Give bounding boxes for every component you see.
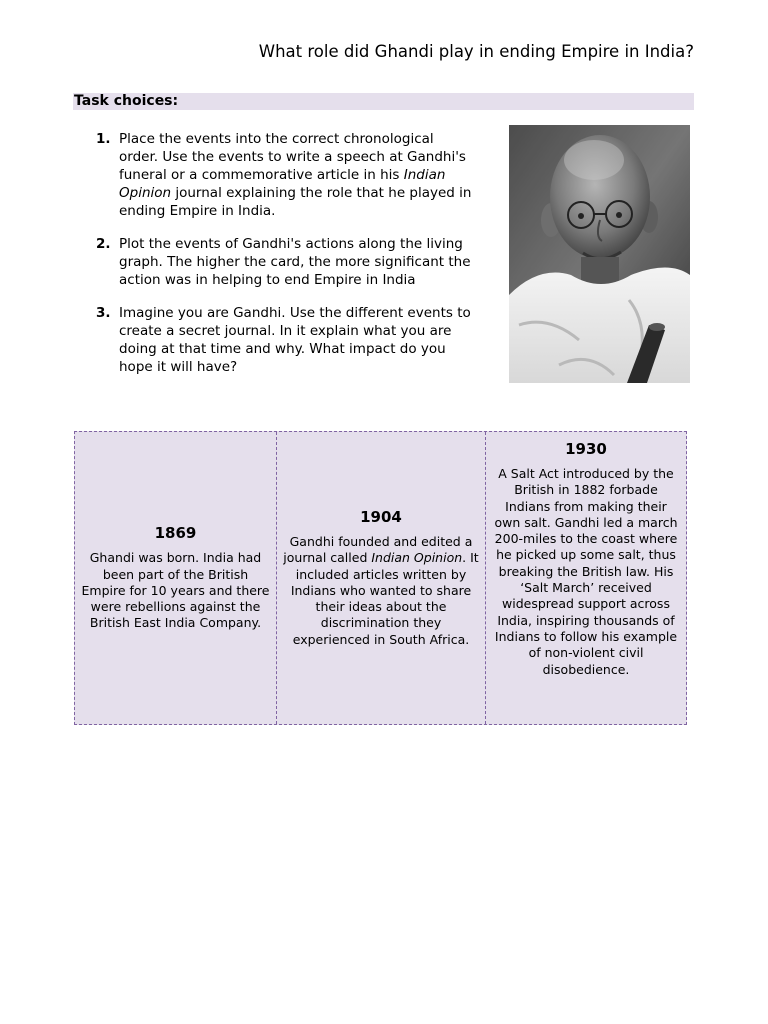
- event-year: 1904: [360, 507, 402, 526]
- event-card[interactable]: [75, 432, 276, 724]
- event-year: 1869: [154, 524, 197, 543]
- task-list: [96, 130, 476, 391]
- task-item: [96, 130, 476, 220]
- event-year: 1930: [565, 440, 607, 458]
- event-description: A Salt Act introduced by the British in 1882 forbade Indians from making their own salt. Gandhi led a march 200-miles to the coast where he picked up some salt, thus breaking the British law. His ‘Salt March’ received widespread support across India, inspiring thousands of Indians to follow his example of non-violent civil disobedience.: [494, 466, 678, 677]
- page-title: What role did Ghandi play in ending Empire in India?: [258, 42, 694, 61]
- portrait-photo-icon: [509, 125, 690, 383]
- event-description: Gandhi founded and edited a journal called Indian Opinion. It included articles written by Indians who wanted to share their ideas about the discrimination they experienced in South Africa.: [283, 533, 479, 647]
- task-text: Imagine you are Gandhi. Use the different events to create a secret journal. In it explain what you are doing at that time and why. What impact do you hope it will have?: [119, 305, 471, 375]
- task-item: [96, 304, 476, 376]
- gandhi-portrait-photo: [509, 125, 690, 383]
- journal-title: Indian Opinion: [371, 550, 463, 566]
- event-card[interactable]: [485, 432, 686, 724]
- task-choices-header: Task choices:: [73, 93, 694, 110]
- event-description: Ghandi was born. India had been part of the British Empire for 10 years and there were rebellions against the British East India Company.: [81, 550, 270, 631]
- task-number: 3.: [96, 305, 111, 321]
- event-card[interactable]: [276, 432, 485, 724]
- task-item: [96, 235, 476, 289]
- task-number: 2.: [96, 236, 111, 252]
- task-number: 1.: [96, 131, 111, 147]
- task-text: Place the events into the correct chronological order. Use the events to write a speech at Gandhi's funeral or a commemorative article in his Indian Opinion journal explaining the role that he played in ending Empire in India.: [119, 131, 472, 219]
- journal-title: Indian Opinion: [119, 167, 446, 201]
- timeline-cards: [74, 431, 687, 725]
- task-text: Plot the events of Gandhi's actions along the living graph. The higher the card, the more significant the action was in helping to end Empire in India: [119, 236, 471, 288]
